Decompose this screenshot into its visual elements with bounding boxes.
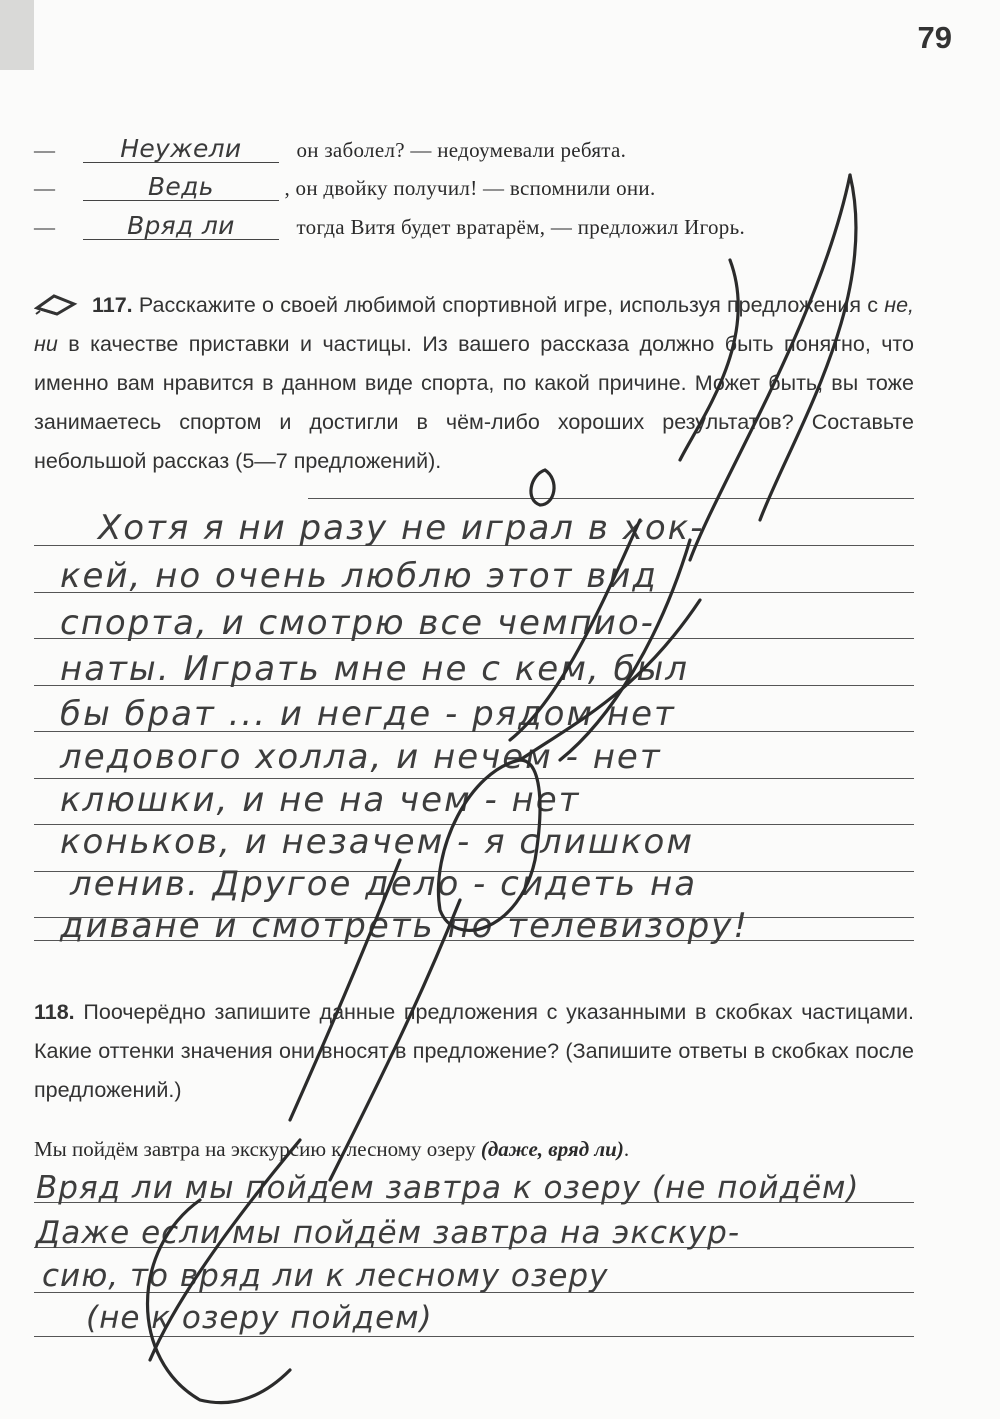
task-number: 117. xyxy=(92,293,133,317)
handwritten-fill: Неужели xyxy=(83,136,279,163)
handwritten-answer-line: спорта, и смотрю все чемпио- xyxy=(60,603,655,643)
writing-line xyxy=(34,1336,914,1337)
handwritten-answer-line: наты. Играть мне не с кем, был xyxy=(60,649,690,689)
handwritten-answer-line: (не к озеру пойдем) xyxy=(86,1300,433,1336)
handwritten-answer-line: Даже если мы пойдём завтра на экскур- xyxy=(36,1215,741,1251)
handwritten-answer-line: диване и смотреть по телевизору! xyxy=(60,906,749,946)
task-number: 118. xyxy=(34,1000,75,1024)
task-italic: не, ни xyxy=(34,293,914,356)
dialogue-dash: — xyxy=(34,176,56,200)
sentence-text: Мы пойдём завтра на экскурсию к лесному озеру xyxy=(34,1137,481,1161)
page-number: 79 xyxy=(917,20,952,55)
sentence-end: . xyxy=(623,1137,630,1161)
handwritten-answer-line: сию, то вряд ли к лесному озеру xyxy=(42,1258,609,1294)
handwritten-answer-line: клюшки, и не на чем - нет xyxy=(60,780,581,820)
handwritten-answer-line: ледового холла, и нечем - нет xyxy=(60,737,662,777)
handwritten-answer-line: ленив. Другое дело - сидеть на xyxy=(70,864,698,904)
handwritten-answer-line: бы брат ... и негде - рядом нет xyxy=(60,694,676,734)
handwritten-fill: Вряд ли xyxy=(83,213,279,240)
handwritten-answer-line: коньков, и незачем - я слишком xyxy=(60,822,694,862)
handwritten-answer-line: Вряд ли мы пойдем завтра к озеру (не пойдём) xyxy=(36,1170,860,1206)
writing-pencil-icon xyxy=(34,290,78,316)
dialogue-line-3 xyxy=(34,213,745,240)
dialogue-line-2 xyxy=(34,174,656,201)
dialogue-text: , он двойку получил! — вспомнили они. xyxy=(284,176,656,200)
writing-line xyxy=(308,498,914,499)
dialogue-line-1 xyxy=(34,136,626,163)
dialogue-text: он заболел? — недоумевали ребята. xyxy=(296,138,627,162)
handwritten-answer-line: кей, но очень люблю этот вид xyxy=(60,556,658,596)
dialogue-dash: — xyxy=(34,138,56,162)
task-text: Поочерёдно запишите данные предложения с указанными в скобках частицами. Какие оттенки значения они вносят в предложение? (Запишите ответы в скобках после предложений.) xyxy=(34,1000,914,1102)
sentence-particles: (даже, вряд ли) xyxy=(480,1137,624,1161)
task-text: в качестве приставки и частицы. Из вашего рассказа должно быть понятно, что именно вам нравится в данном виде спорта, по какой причине. Может быть, вы тоже занимаетесь спортом и достигли в чём-либо хороших результатов? Составьте небольшой рассказ (5—7 предложений). xyxy=(34,332,914,473)
handwritten-fill: Ведь xyxy=(83,174,279,201)
dialogue-dash: — xyxy=(34,215,56,239)
source-sentence xyxy=(34,1137,629,1162)
dialogue-text: тогда Витя будет вратарём, — предложил Игорь. xyxy=(296,215,745,239)
task-117 xyxy=(34,286,914,481)
task-118 xyxy=(34,993,914,1110)
task-text: Расскажите о своей любимой спортивной игре, используя предложения с xyxy=(132,293,885,317)
scan-corner-shadow xyxy=(0,0,34,70)
handwritten-answer-line: Хотя я ни разу не играл в хок- xyxy=(98,508,705,548)
